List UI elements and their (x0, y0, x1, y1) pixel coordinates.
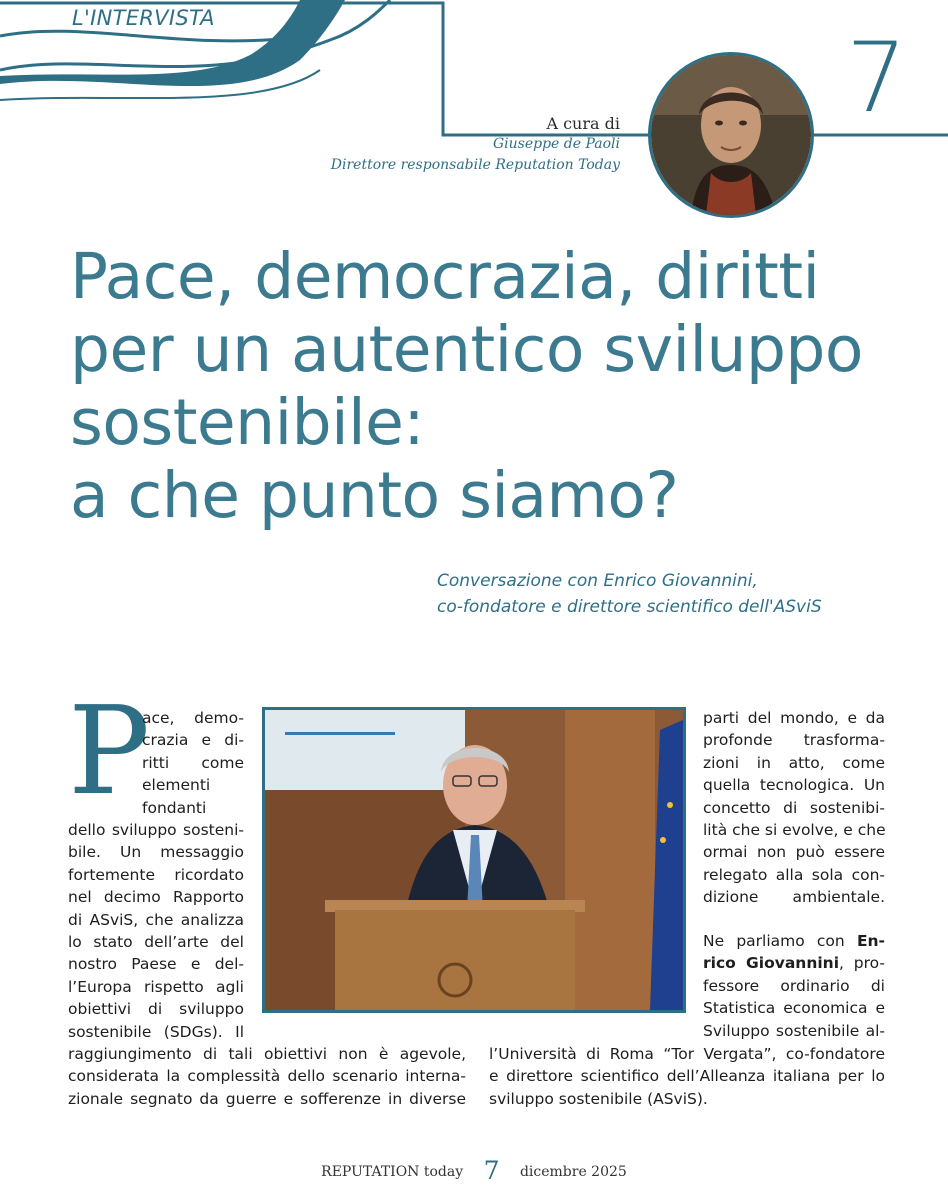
footer-date: dicembre 2025 (519, 1164, 627, 1180)
subtitle-line: co-fondatore e direttore scientifico dell'ASviS (437, 597, 822, 617)
article-line: sostenibile (SDGs). Il (68, 1022, 244, 1041)
article-col2-bottom (489, 1043, 885, 1110)
article-line: concetto di sostenibi- (703, 798, 885, 817)
article-line: parti del mondo, e da (703, 709, 885, 727)
article-line: zioni in atto, come (703, 753, 885, 772)
article-line: Sviluppo sostenibile al- (703, 1021, 885, 1040)
article-line: lità che si evolve, e che (703, 821, 886, 840)
article-line: ritti come (142, 753, 244, 772)
article-line: relegato alla sola con- (703, 865, 885, 884)
article-text: , pro- (839, 954, 886, 973)
article-line: nostro Paese e del- (68, 955, 244, 974)
article-col1-dropcap-lines (142, 707, 244, 819)
footer-magazine-name: REPUTATION today (321, 1164, 464, 1180)
article-col1 (68, 819, 244, 1043)
article-line: nel decimo Rapporto (68, 888, 244, 907)
article-line: considerata la complessità dello scenario interna- (68, 1067, 466, 1086)
article-text: Ne parliamo con (703, 932, 857, 950)
section-label: L'INTERVISTA (72, 6, 215, 30)
byline-curator-label: A cura di (546, 114, 620, 133)
article-line: l’Europa rispetto agli (68, 977, 244, 996)
headline-line: a che punto siamo? (70, 459, 679, 532)
article-photo (262, 707, 686, 1013)
subtitle (437, 568, 822, 620)
interviewee-name-part: rico Giovannini (703, 954, 840, 973)
article-line: sviluppo sostenibile (ASviS). (489, 1089, 708, 1108)
drop-cap: P (68, 680, 151, 822)
article-line: quella tecnologica. Un (703, 776, 885, 795)
article-line: l’Università di Roma “Tor Vergata”, co-fondatore (489, 1045, 885, 1063)
article-col1-bottom (68, 1043, 466, 1110)
byline (331, 113, 620, 176)
headline-line: per un autentico sviluppo (70, 313, 863, 386)
article-line: lo stato dell’arte del (68, 933, 244, 952)
article-line: ace, demo- (142, 709, 244, 727)
headline (70, 240, 863, 532)
footer-page-number: 7 (483, 1156, 500, 1185)
author-portrait (648, 52, 814, 218)
headline-line: Pace, democrazia, diritti (70, 240, 820, 313)
article-line: obiettivi di sviluppo (68, 1000, 244, 1019)
subtitle-line: Conversazione con Enrico Giovannini, (437, 571, 758, 591)
headline-line: sostenibile: (70, 386, 425, 459)
page-footer (0, 1156, 948, 1185)
article-line: e direttore scientifico dell’Alleanza italiana per lo (489, 1067, 885, 1086)
article-line: dizione ambientale. (703, 888, 885, 907)
article-line: fortemente ricordato (68, 865, 244, 884)
article-line: fessore ordinario di (703, 976, 885, 995)
article-line (703, 930, 885, 952)
article-line: raggiungimento di tali obiettivi non è agevole, (68, 1045, 466, 1063)
article-line: bile. Un messaggio (68, 843, 244, 862)
article-line: profonde trasforma- (703, 731, 885, 750)
article-col2-paragraph2 (703, 930, 885, 1042)
interviewee-name-part: En- (856, 932, 885, 950)
article-line (703, 952, 885, 974)
article-line: di ASviS, che analizza (68, 910, 244, 929)
page-number-large: 7 (846, 22, 908, 134)
article-line: ormai non può essere (703, 843, 885, 862)
byline-author-name: Giuseppe de Paoli (492, 136, 620, 152)
article-col2 (703, 707, 885, 909)
article-line: Statistica economica e (703, 999, 885, 1018)
article-line: crazia e di- (142, 731, 244, 750)
article-line: fondanti (142, 798, 207, 817)
article-line: zionale segnato da guerre e sofferenze in diverse (68, 1089, 466, 1108)
article-line: dello sviluppo sosteni- (68, 821, 244, 839)
byline-author-role: Direttore responsabile Reputation Today (330, 157, 620, 173)
article-line: elementi (142, 776, 211, 795)
